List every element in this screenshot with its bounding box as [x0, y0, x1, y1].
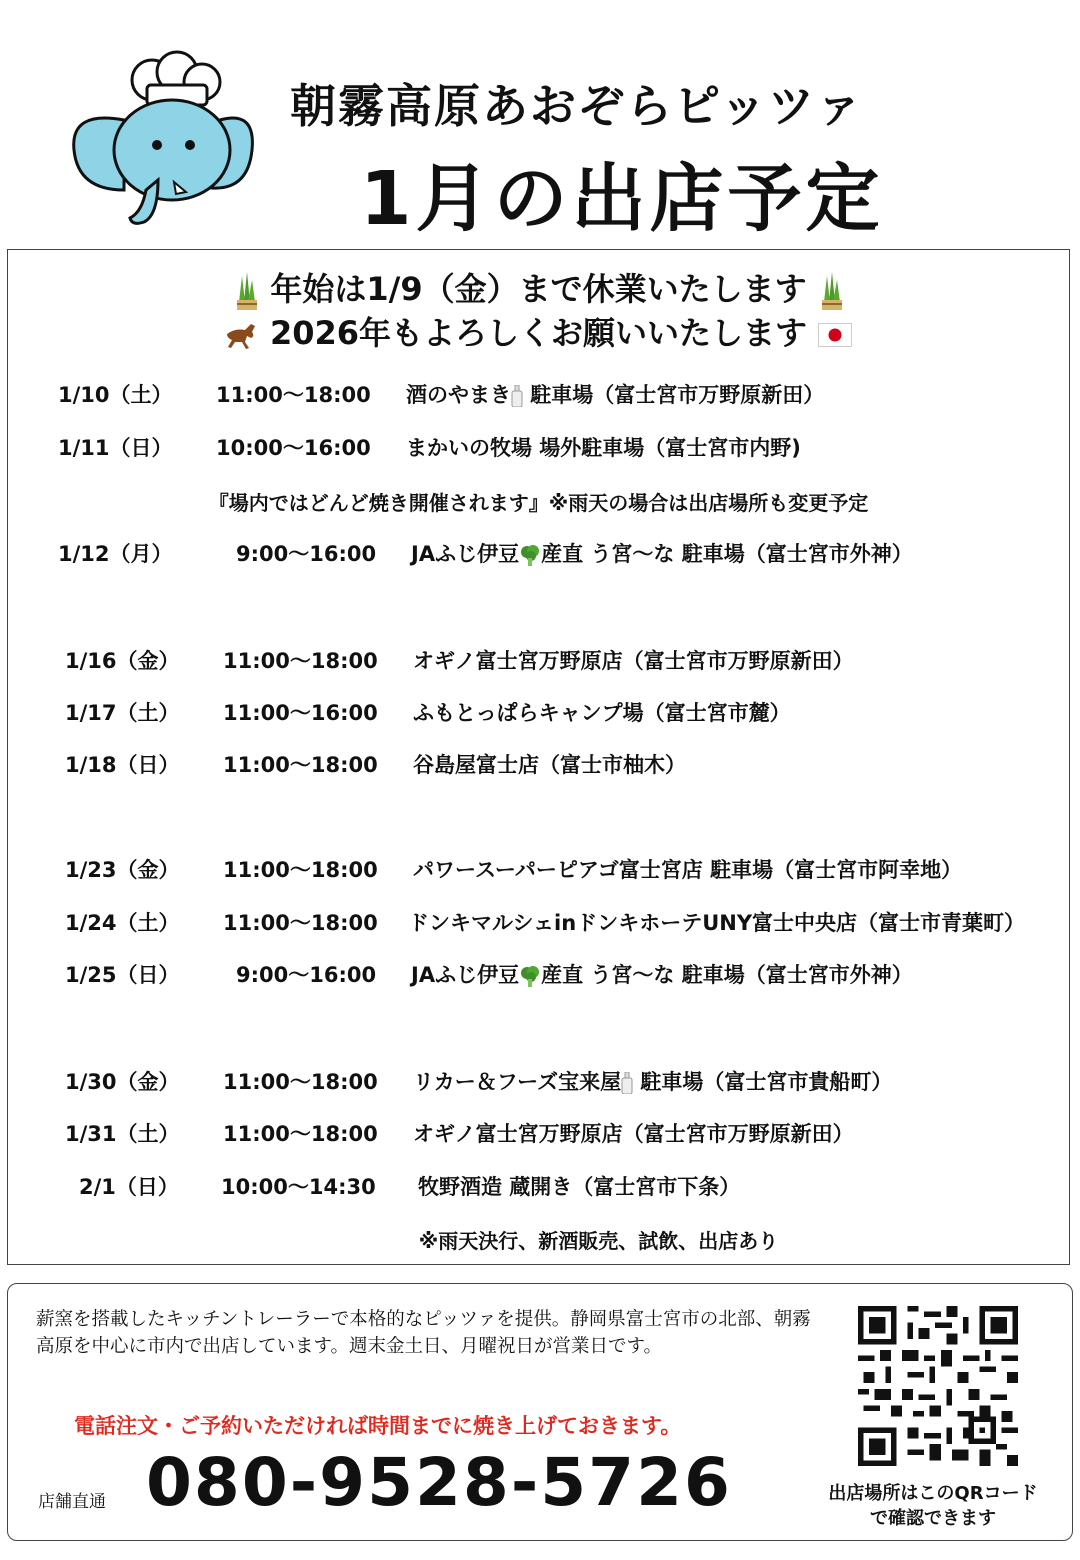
shop-description: 薪窯を搭載したキッチントレーラーで本格的なピッツァを提供。静岡県富士宮市の北部、朝霧高原を中心に市内で出店しています。週末金土日、月曜祝日が営業日です。 [36, 1309, 811, 1357]
schedule-row [8, 432, 1069, 462]
schedule-row [8, 1171, 1069, 1201]
row-place: オギノ富士宮万野原店（富士宮市万野原新田） [413, 1122, 854, 1146]
row-time: 11:00〜16:00 [223, 701, 378, 725]
row-time: 11:00〜18:00 [223, 911, 378, 935]
row-place-name: 酒のやまき [406, 383, 511, 407]
row-date: 1/24（土） [65, 911, 180, 935]
schedule-row [8, 749, 1069, 779]
row-date: 1/16（金） [65, 649, 180, 673]
row-time: 11:00〜18:00 [216, 383, 371, 407]
row-place-detail: 駐車場（富士宮市万野原新田） [523, 383, 825, 407]
schedule-row [8, 854, 1069, 884]
row-place: 谷島屋富士店（富士市柚木） [413, 753, 686, 777]
row-place [413, 1066, 892, 1096]
event-note: ※雨天決行、新酒販売、試飲、出店あり [418, 1229, 779, 1253]
phone-label: 店舗直通 [38, 1492, 106, 1512]
schedule-row [8, 379, 1069, 409]
schedule-row [8, 1066, 1069, 1096]
horse-icon [225, 320, 259, 350]
schedule-box [7, 249, 1070, 1265]
row-place: オギノ富士宮万野原店（富士宮市万野原新田） [413, 649, 854, 673]
row-time: 9:00〜16:00 [236, 963, 377, 987]
row-time: 11:00〜18:00 [223, 1070, 378, 1094]
japan-flag-icon [818, 323, 852, 347]
row-date: 1/12（月） [58, 542, 173, 566]
kadomatsu-icon [233, 272, 259, 310]
row-place [406, 379, 824, 409]
row-time: 11:00〜18:00 [223, 649, 378, 673]
page-title: 1月の出店予定 [360, 156, 884, 242]
notice-greeting-text: 2026年もよろしくお願いいたします [269, 314, 808, 352]
qr-caption-line1: 出店場所はこのQRコード [828, 1483, 1038, 1504]
row-place-detail: 産直 う宮〜な 駐車場（富士宮市外神） [541, 542, 913, 566]
elephant-chef-logo [62, 50, 262, 230]
row-place: 牧野酒造 蔵開き（富士宮市下条） [418, 1175, 741, 1199]
row-place-name: JAふじ伊豆 [411, 542, 520, 566]
phone-number[interactable]: 080-9528-5726 [146, 1444, 732, 1521]
row-place-detail: 産直 う宮〜な 駐車場（富士宮市外神） [541, 963, 913, 987]
row-date: 1/10（土） [58, 383, 173, 407]
row-date: 1/11（日） [58, 436, 173, 460]
broccoli-icon [519, 544, 541, 566]
row-place-detail: 駐車場（富士宮市貴船町） [633, 1070, 893, 1094]
row-date: 1/30（金） [65, 1070, 180, 1094]
event-note: 『場内ではどんど焼き開催されます』※雨天の場合は出店場所も変更予定 [208, 491, 869, 515]
row-time: 10:00〜16:00 [216, 436, 371, 460]
sake-bottle-icon [511, 385, 523, 407]
order-note: 電話注文・ご予約いただければ時間までに焼き上げておきます。 [74, 1414, 682, 1438]
brand-title: 朝霧高原あおぞらピッツァ [290, 79, 864, 133]
row-date: 1/25（日） [65, 963, 180, 987]
row-place-name: リカー＆フーズ宝来屋 [413, 1070, 622, 1094]
broccoli-icon [519, 965, 541, 987]
qr-code[interactable] [858, 1306, 1018, 1466]
qr-caption-line2: で確認できます [870, 1508, 996, 1529]
footer-info [7, 1283, 1073, 1541]
row-place-name: JAふじ伊豆 [411, 963, 520, 987]
row-place: パワースーパーピアゴ富士宮店 駐車場（富士宮市阿幸地） [413, 858, 963, 882]
kadomatsu-icon [818, 272, 844, 310]
notice-greeting [8, 308, 1069, 354]
row-time: 11:00〜18:00 [223, 1122, 378, 1146]
row-place [411, 959, 913, 989]
row-time: 9:00〜16:00 [236, 542, 377, 566]
schedule-row [8, 697, 1069, 727]
row-time: 10:00〜14:30 [221, 1175, 376, 1199]
row-place: まかいの牧場 場外駐車場（富士宮市内野) [406, 436, 801, 460]
header [0, 0, 1080, 245]
schedule-row [8, 959, 1069, 989]
sake-bottle-icon [621, 1072, 633, 1094]
schedule-row [8, 1118, 1069, 1148]
schedule-row [8, 645, 1069, 675]
row-date: 1/17（土） [65, 701, 180, 725]
row-date: 1/23（金） [65, 858, 180, 882]
row-time: 11:00〜18:00 [223, 858, 378, 882]
notice-closed [8, 264, 1069, 310]
schedule-row [8, 538, 1069, 568]
schedule-row [8, 907, 1069, 937]
row-date: 1/31（土） [65, 1122, 180, 1146]
qr-caption [798, 1481, 1068, 1531]
row-place: ドンキマルシェinドンキホーテUNY富士中央店（富士市青葉町） [408, 911, 1026, 935]
row-date: 1/18（日） [65, 753, 180, 777]
row-place: ふもとっぱらキャンプ場（富士宮市麓） [413, 701, 791, 725]
row-date: 2/1（日） [79, 1175, 179, 1199]
row-place [411, 538, 913, 568]
notice-closed-text: 年始は1/9（金）まで休業いたします [270, 270, 807, 308]
row-time: 11:00〜18:00 [223, 753, 378, 777]
